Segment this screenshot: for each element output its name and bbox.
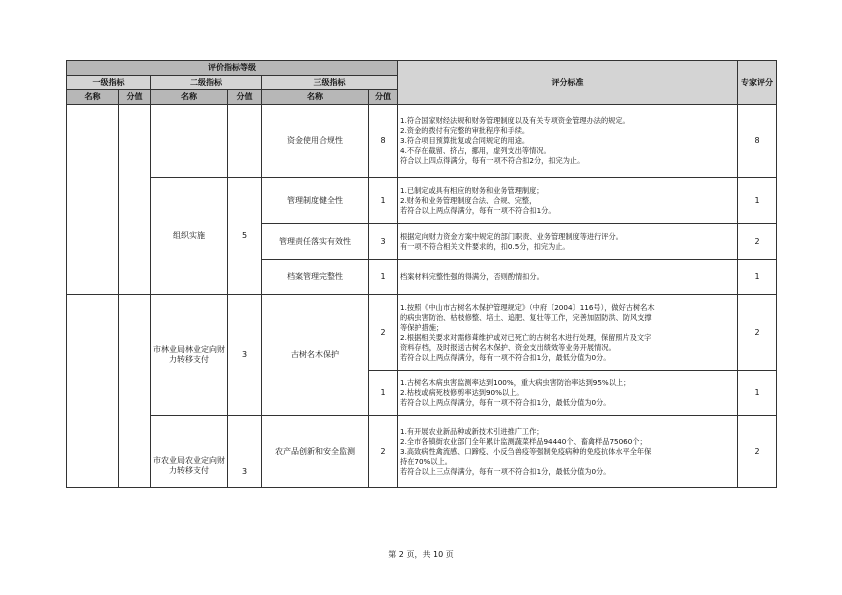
criteria-line: 若符合以上两点得满分，每有一项不符合扣1分。 bbox=[400, 205, 556, 215]
level3-score: 3 bbox=[369, 224, 398, 260]
criteria-cell bbox=[398, 371, 738, 416]
criteria-line: 2.全市各镇街农业部门全年累计监测蔬菜样品94440个、畜禽样品75060个； bbox=[400, 436, 647, 446]
criteria-cell bbox=[398, 178, 738, 224]
level3-score: 2 bbox=[369, 295, 398, 371]
header-level3-score: 分值 bbox=[369, 90, 398, 105]
expert-score: 2 bbox=[738, 224, 777, 260]
header-level1-score: 分值 bbox=[119, 90, 151, 105]
criteria-line: 1.符合国家财经法规和财务管理制度以及有关专项资金管理办法的规定。 bbox=[400, 116, 630, 125]
criteria-line: 根据定向财力资金方案中规定的部门职责、业务管理制度等进行评分。 bbox=[400, 231, 623, 241]
level2-score: 3 bbox=[228, 295, 262, 416]
level2-score: 5 bbox=[228, 178, 262, 295]
level3-score: 1 bbox=[369, 178, 398, 224]
criteria-line: 若符合以上三点得满分，每有一项不符合扣1分，最低分值为0分。 bbox=[400, 466, 611, 476]
criteria-line: 3.符合项目预算批复或合同规定的用途。 bbox=[400, 136, 530, 145]
level3-name: 管理责任落实有效性 bbox=[262, 224, 369, 260]
expert-score: 2 bbox=[738, 295, 777, 371]
level3-name: 管理制度健全性 bbox=[262, 178, 369, 224]
criteria-line: 若符合以上两点得满分，每有一项不符合扣1分，最低分值为0分。 bbox=[400, 398, 611, 407]
header-level2-score: 分值 bbox=[228, 90, 262, 105]
criteria-line: 档案材料完整性强的得满分，否则酌情扣分。 bbox=[400, 272, 544, 281]
header-level3-name: 名称 bbox=[262, 90, 369, 105]
criteria-line: 符合以上四点得满分，每有一项不符合扣2分，扣完为止。 bbox=[400, 156, 585, 165]
level1-name-cell bbox=[67, 105, 119, 295]
level2-score-cell bbox=[228, 105, 262, 178]
criteria-line: 的病虫害防治、枯枝修整、培土、追肥、复壮等工作，完善加固防洪、防风支撑 bbox=[400, 312, 652, 322]
header-level1-name: 名称 bbox=[67, 90, 119, 105]
criteria-line: 1.古树名木病虫害监测率达到100%，重大病虫害防治率达到95%以上； bbox=[400, 378, 631, 387]
level1-score-cell bbox=[119, 105, 151, 295]
level3-score: 1 bbox=[369, 371, 398, 416]
level1-score-cell bbox=[119, 295, 151, 488]
criteria-line: 持在70%以上。 bbox=[400, 456, 452, 466]
level3-name: 档案管理完整性 bbox=[262, 260, 369, 295]
header-expert-score: 专家评分 bbox=[738, 61, 777, 105]
criteria-line: 2.枯枝或病死枝修剪率达到90%以上。 bbox=[400, 388, 524, 397]
criteria-cell bbox=[398, 295, 738, 371]
criteria-cell bbox=[398, 260, 738, 295]
header-level1: 一级指标 bbox=[67, 76, 151, 90]
header-level2-name: 名称 bbox=[151, 90, 228, 105]
level2-name: 市林业局林业定向财力转移支付 bbox=[151, 295, 228, 416]
level3-name: 农产品创新和安全监测 bbox=[262, 416, 369, 488]
expert-score: 1 bbox=[738, 178, 777, 224]
criteria-line: 2.财务和业务管理制度合法、合规、完整， bbox=[400, 195, 537, 205]
criteria-line: 3.高致病性禽流感、口蹄疫、小反刍兽疫等强制免疫病种的免疫抗体水平全年保 bbox=[400, 446, 652, 456]
page-footer: 第 2 页，共 10 页 bbox=[388, 550, 454, 559]
expert-score: 2 bbox=[738, 416, 777, 488]
criteria-line: 有一项不符合相关文件要求的，扣0.5分，扣完为止。 bbox=[400, 241, 570, 251]
expert-score: 1 bbox=[738, 260, 777, 295]
level2-name-cell bbox=[151, 105, 228, 178]
criteria-cell bbox=[398, 224, 738, 260]
criteria-cell bbox=[398, 105, 738, 178]
level3-score: 1 bbox=[369, 260, 398, 295]
criteria-line: 若符合以上两点得满分，每有一项不符合扣1分，最低分值为0分。 bbox=[400, 352, 611, 362]
expert-score: 8 bbox=[738, 105, 777, 178]
level3-name: 古树名木保护 bbox=[262, 295, 369, 416]
level3-name: 资金使用合规性 bbox=[262, 105, 369, 178]
criteria-cell bbox=[398, 416, 738, 488]
criteria-line: 1.已制定或具有相应的财务和业务管理制度； bbox=[400, 185, 544, 195]
criteria-line: 资料存档，及时报送古树名木保护、资金支出绩效等业务开展情况。 bbox=[400, 342, 616, 352]
level3-score: 8 bbox=[369, 105, 398, 178]
criteria-line: 等保护措施； bbox=[400, 322, 444, 332]
level2-name: 市农业局农业定向财力转移支付 bbox=[151, 416, 228, 488]
expert-score: 1 bbox=[738, 371, 777, 416]
level3-score: 2 bbox=[369, 416, 398, 488]
criteria-line: 1.有开展农业新品种或新技术引进推广工作； bbox=[400, 426, 544, 436]
evaluation-table bbox=[66, 60, 777, 488]
level2-name: 组织实施 bbox=[151, 178, 228, 295]
header-criteria: 评分标准 bbox=[398, 61, 738, 105]
level2-score: 3 bbox=[228, 416, 262, 488]
criteria-line: 1.按照《中山市古树名木保护管理规定》（中府〔2004〕116号），做好古树名木 bbox=[400, 302, 655, 312]
header-level2: 二级指标 bbox=[151, 76, 262, 90]
criteria-line: 2.根据相关要求对需修葺维护或对已死亡的古树名木进行处理，保留照片及文字 bbox=[400, 332, 652, 342]
header-group-title: 评价指标等级 bbox=[67, 61, 398, 76]
criteria-line: 2.资金的拨付有完整的审批程序和手续。 bbox=[400, 126, 530, 135]
level1-name-cell bbox=[67, 295, 119, 488]
header-level3: 三级指标 bbox=[262, 76, 398, 90]
criteria-line: 4.不存在截留、挤占，挪用，虚列支出等情况。 bbox=[400, 146, 551, 155]
